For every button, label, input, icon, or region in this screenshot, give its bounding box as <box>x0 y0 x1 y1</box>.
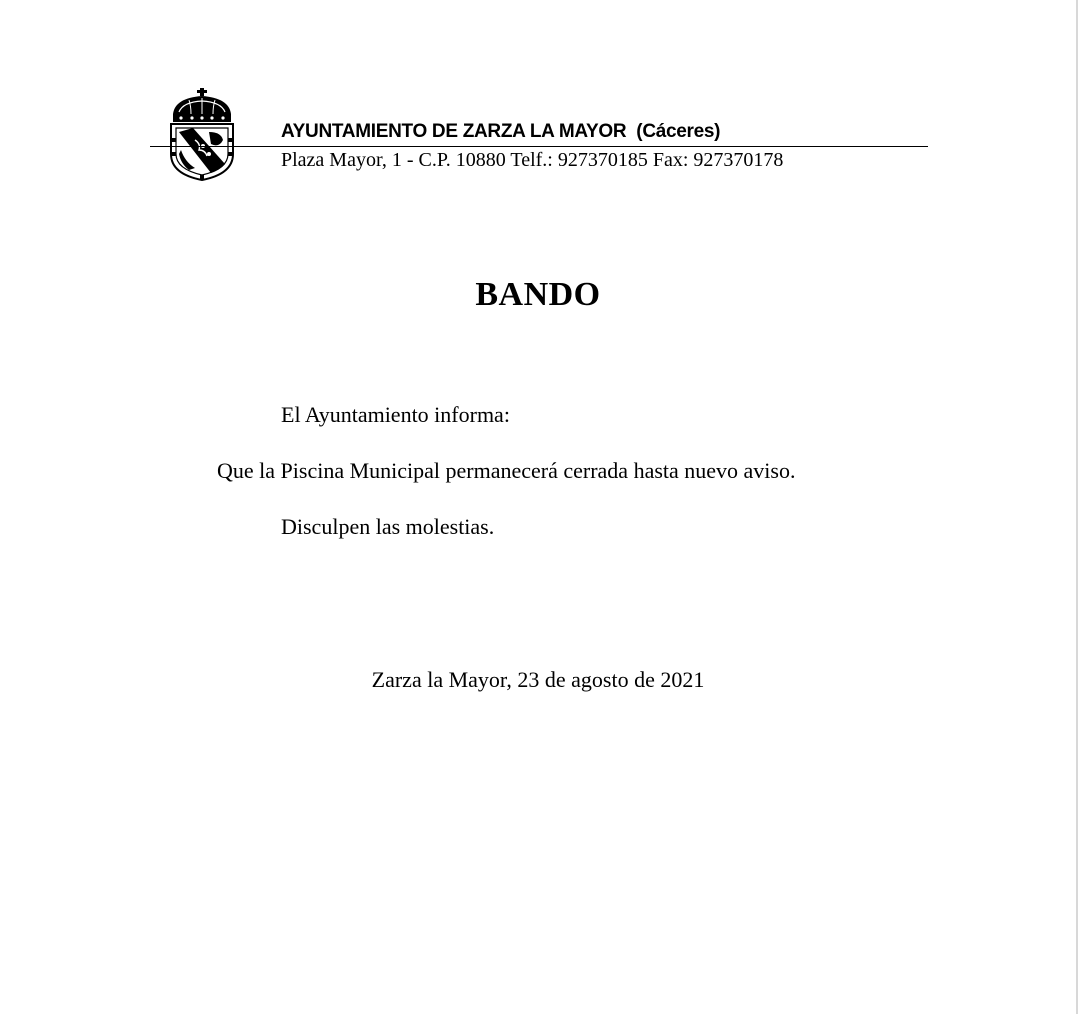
announcement-body: Que la Piscina Municipal permanecerá cerrada hasta nuevo aviso. <box>217 458 796 483</box>
place-and-date: Zarza la Mayor, 23 de agosto de 2021 <box>371 667 705 692</box>
coat-of-arms-icon <box>165 88 239 182</box>
announcement-apology: Disculpen las molestias. <box>281 514 495 539</box>
document-title: BANDO <box>475 276 601 313</box>
organization-name: AYUNTAMIENTO DE ZARZA LA MAYOR (Cáceres) <box>281 121 721 142</box>
organization-address: Plaza Mayor, 1 - C.P. 10880 Telf.: 927370185 Fax: 927370178 <box>281 149 784 171</box>
letterhead-divider <box>150 146 928 147</box>
announcement-intro: El Ayuntamiento informa: <box>281 402 510 427</box>
